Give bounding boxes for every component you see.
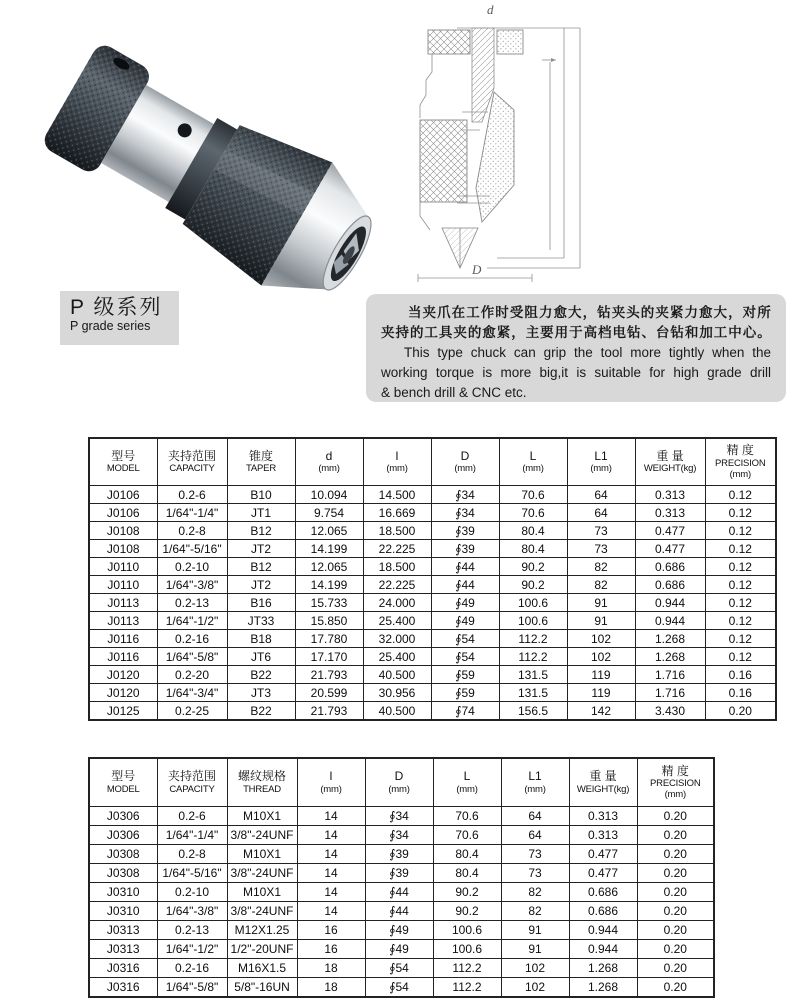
spec-cell: 131.5 (499, 666, 567, 684)
spec-cell: 131.5 (499, 684, 567, 702)
spec-cell: 32.000 (363, 630, 431, 648)
spec-cell: 0.2-25 (157, 702, 227, 721)
table-row (89, 630, 776, 648)
spec-cell: 14 (297, 807, 365, 826)
spec-cell: B22 (227, 666, 295, 684)
column-header: L (mm) (433, 758, 501, 807)
spec-cell: 16.669 (363, 504, 431, 522)
table-row (89, 826, 714, 845)
spec-cell: 0.12 (705, 576, 776, 594)
spec-cell: 0.686 (569, 883, 637, 902)
spec-cell: 5/8"-16UN (227, 978, 297, 998)
spec-cell: ∮39 (431, 540, 499, 558)
spec-cell: M10X1 (227, 807, 297, 826)
spec-cell: 90.2 (433, 883, 501, 902)
column-header: 精 度 PRECISION (mm) (705, 438, 776, 486)
spec-cell: M12X1.25 (227, 921, 297, 940)
spec-cell: 82 (567, 558, 635, 576)
technical-drawing (402, 0, 602, 292)
spec-cell: ∮49 (431, 594, 499, 612)
spec-cell: 102 (501, 978, 569, 998)
spec-cell: ∮39 (431, 522, 499, 540)
spec-cell: 0.686 (569, 902, 637, 921)
spec-cell: 64 (501, 826, 569, 845)
spec-cell: 73 (567, 522, 635, 540)
spec-cell: JT6 (227, 648, 295, 666)
column-header: L1 (mm) (501, 758, 569, 807)
spec-cell: ∮44 (431, 558, 499, 576)
spec-cell: ∮59 (431, 684, 499, 702)
spec-cell: J0310 (89, 883, 157, 902)
spec-cell: B16 (227, 594, 295, 612)
spec-cell: ∮39 (365, 864, 433, 883)
spec-cell: J0316 (89, 959, 157, 978)
spec-cell: JT3 (227, 684, 295, 702)
spec-cell: 0.313 (569, 826, 637, 845)
spec-cell: 64 (501, 807, 569, 826)
spec-table-thread (88, 757, 715, 998)
description-en-line: working torque is more big,it is suitable for high grade drill (381, 364, 771, 380)
spec-cell: 70.6 (499, 504, 567, 522)
spec-cell: J0106 (89, 486, 157, 504)
table-row (89, 921, 714, 940)
spec-cell: 102 (567, 648, 635, 666)
spec-cell: ∮34 (365, 826, 433, 845)
spec-cell: 15.850 (295, 612, 363, 630)
spec-cell: 156.5 (499, 702, 567, 721)
series-title-zh: P 级系列 (70, 296, 163, 319)
spec-cell: J0313 (89, 940, 157, 959)
spec-cell: J0310 (89, 902, 157, 921)
spec-cell: 91 (501, 940, 569, 959)
spec-cell: J0313 (89, 921, 157, 940)
spec-cell: 0.12 (705, 612, 776, 630)
spec-cell: 21.793 (295, 702, 363, 721)
spec-cell: 18 (297, 959, 365, 978)
spec-cell: 102 (501, 959, 569, 978)
table-row (89, 504, 776, 522)
table-row (89, 978, 714, 998)
spec-cell: J0116 (89, 630, 157, 648)
spec-cell: 112.2 (433, 959, 501, 978)
spec-cell: 0.12 (705, 594, 776, 612)
description-en-line: This type chuck can grip the tool more tightly when the (404, 344, 771, 360)
spec-cell: 14 (297, 902, 365, 921)
spec-cell: 90.2 (499, 558, 567, 576)
spec-cell: 1/64"-5/16" (157, 864, 227, 883)
spec-cell: 1/64"-5/8" (157, 978, 227, 998)
column-header: d (mm) (295, 438, 363, 486)
table-row (89, 684, 776, 702)
spec-cell: 0.20 (637, 978, 714, 998)
column-header: 夹持范围 CAPACITY (157, 758, 227, 807)
spec-cell: 0.12 (705, 558, 776, 576)
spec-cell: 14.199 (295, 576, 363, 594)
column-header: l (mm) (363, 438, 431, 486)
column-header: 精 度 PRECISION (mm) (637, 758, 714, 807)
spec-cell: 16 (297, 921, 365, 940)
spec-cell: 0.2-16 (157, 959, 227, 978)
spec-cell: 18 (297, 978, 365, 998)
spec-cell: B12 (227, 558, 295, 576)
spec-cell: 100.6 (499, 594, 567, 612)
table-header-row (89, 758, 714, 807)
spec-cell: 24.000 (363, 594, 431, 612)
spec-cell: 1/64"-5/16" (157, 540, 227, 558)
spec-cell: 70.6 (499, 486, 567, 504)
table-row (89, 864, 714, 883)
spec-cell: J0120 (89, 684, 157, 702)
spec-cell: 80.4 (499, 540, 567, 558)
spec-cell: 91 (501, 921, 569, 940)
description-box (366, 294, 786, 402)
spec-cell: 14 (297, 883, 365, 902)
spec-cell: 30.956 (363, 684, 431, 702)
table-row (89, 522, 776, 540)
table-row (89, 959, 714, 978)
spec-cell: 142 (567, 702, 635, 721)
spec-cell: 73 (567, 540, 635, 558)
spec-cell: 0.12 (705, 648, 776, 666)
spec-cell: 25.400 (363, 648, 431, 666)
spec-cell: 1.268 (635, 648, 705, 666)
spec-cell: 1/64"-3/8" (157, 902, 227, 921)
spec-cell: 0.16 (705, 684, 776, 702)
spec-cell: 0.313 (635, 504, 705, 522)
spec-cell: 1.268 (635, 630, 705, 648)
spec-cell: 0.313 (569, 807, 637, 826)
table-row (89, 576, 776, 594)
spec-cell: 40.500 (363, 666, 431, 684)
spec-cell: ∮74 (431, 702, 499, 721)
spec-cell: 1.268 (569, 959, 637, 978)
spec-cell: 0.2-6 (157, 807, 227, 826)
spec-cell: ∮34 (431, 486, 499, 504)
spec-cell: 18.500 (363, 522, 431, 540)
spec-cell: 0.20 (637, 921, 714, 940)
spec-cell: 100.6 (499, 612, 567, 630)
column-header: 夹持范围 CAPACITY (157, 438, 227, 486)
spec-cell: J0106 (89, 504, 157, 522)
spec-cell: B10 (227, 486, 295, 504)
spec-cell: 70.6 (433, 826, 501, 845)
spec-cell: 82 (567, 576, 635, 594)
spec-cell: 91 (567, 594, 635, 612)
spec-cell: J0308 (89, 845, 157, 864)
spec-cell: 0.20 (705, 702, 776, 721)
spec-cell: 80.4 (433, 864, 501, 883)
spec-cell: ∮34 (365, 807, 433, 826)
spec-cell: 25.400 (363, 612, 431, 630)
spec-cell: 82 (501, 883, 569, 902)
table-header-row (89, 438, 776, 486)
spec-table-taper (88, 437, 777, 721)
spec-cell: 0.12 (705, 486, 776, 504)
spec-cell: 22.225 (363, 576, 431, 594)
table-row (89, 648, 776, 666)
product-photo (20, 5, 380, 297)
spec-cell: 100.6 (433, 940, 501, 959)
spec-cell: B18 (227, 630, 295, 648)
spec-cell: 0.477 (569, 864, 637, 883)
spec-cell: J0308 (89, 864, 157, 883)
spec-cell: 90.2 (433, 902, 501, 921)
column-header: 锥度 TAPER (227, 438, 295, 486)
spec-cell: 1.268 (569, 978, 637, 998)
description-zh-line: 夹持的工具夹的愈紧，主要用于高档电钻、台钻和加工中心。 (381, 324, 771, 340)
spec-cell: JT2 (227, 540, 295, 558)
spec-cell: ∮44 (365, 902, 433, 921)
spec-cell: 80.4 (433, 845, 501, 864)
spec-cell: J0110 (89, 576, 157, 594)
spec-cell: 1/64"-3/4" (157, 684, 227, 702)
spec-cell: 12.065 (295, 558, 363, 576)
spec-cell: J0306 (89, 826, 157, 845)
spec-cell: J0110 (89, 558, 157, 576)
spec-cell: 0.2-6 (157, 486, 227, 504)
spec-cell: M10X1 (227, 883, 297, 902)
spec-cell: 0.2-10 (157, 558, 227, 576)
spec-cell: 64 (567, 486, 635, 504)
spec-cell: 3/8"-24UNF (227, 826, 297, 845)
spec-cell: 12.065 (295, 522, 363, 540)
column-header: L (mm) (499, 438, 567, 486)
spec-cell: 15.733 (295, 594, 363, 612)
spec-cell: 119 (567, 666, 635, 684)
spec-cell: 1/64"-1/2" (157, 612, 227, 630)
spec-cell: J0113 (89, 612, 157, 630)
spec-cell: B12 (227, 522, 295, 540)
spec-cell: 0.12 (705, 522, 776, 540)
spec-cell: B22 (227, 702, 295, 721)
spec-cell: 0.944 (635, 612, 705, 630)
spec-cell: 1/64"-3/8" (157, 576, 227, 594)
spec-cell: 90.2 (499, 576, 567, 594)
spec-cell: ∮39 (365, 845, 433, 864)
spec-cell: M16X1.5 (227, 959, 297, 978)
spec-cell: 1.716 (635, 666, 705, 684)
column-header: 重 量 WEIGHT(kg) (569, 758, 637, 807)
spec-cell: 14 (297, 864, 365, 883)
spec-cell: 0.20 (637, 807, 714, 826)
spec-cell: 0.944 (635, 594, 705, 612)
spec-cell: 1/64"-1/2" (157, 940, 227, 959)
table-row (89, 902, 714, 921)
spec-cell: 0.20 (637, 902, 714, 921)
spec-cell: 10.094 (295, 486, 363, 504)
spec-cell: 0.2-8 (157, 522, 227, 540)
spec-cell: 112.2 (433, 978, 501, 998)
spec-cell: 0.2-20 (157, 666, 227, 684)
spec-cell: 3/8"-24UNF (227, 864, 297, 883)
table-row (89, 594, 776, 612)
spec-cell: 0.2-8 (157, 845, 227, 864)
spec-cell: 0.20 (637, 864, 714, 883)
spec-cell: 80.4 (499, 522, 567, 540)
spec-cell: 0.477 (569, 845, 637, 864)
spec-cell: 40.500 (363, 702, 431, 721)
spec-cell: ∮54 (431, 648, 499, 666)
spec-cell: 0.12 (705, 504, 776, 522)
spec-cell: 0.20 (637, 845, 714, 864)
spec-cell: ∮34 (431, 504, 499, 522)
column-header: 螺纹规格 THREAD (227, 758, 297, 807)
spec-cell: 3.430 (635, 702, 705, 721)
spec-cell: J0116 (89, 648, 157, 666)
spec-cell: 3/8"-24UNF (227, 902, 297, 921)
column-header: 重 量 WEIGHT(kg) (635, 438, 705, 486)
column-header: 型号 MODEL (89, 758, 157, 807)
table-row (89, 540, 776, 558)
spec-cell: 22.225 (363, 540, 431, 558)
spec-cell: 100.6 (433, 921, 501, 940)
spec-cell: ∮49 (365, 921, 433, 940)
chuck-body (35, 32, 381, 297)
spec-cell: 0.686 (635, 576, 705, 594)
description-zh-line: 当夹爪在工作时受阻力愈大，钻夹头的夹紧力愈大，对所 (408, 305, 771, 320)
spec-cell: 0.477 (635, 540, 705, 558)
spec-cell: J0306 (89, 807, 157, 826)
spec-cell: M10X1 (227, 845, 297, 864)
spec-cell: J0125 (89, 702, 157, 721)
spec-cell: 112.2 (499, 630, 567, 648)
spec-cell: 1/2"-20UNF (227, 940, 297, 959)
column-header: L1 (mm) (567, 438, 635, 486)
spec-cell: 14.500 (363, 486, 431, 504)
spec-cell: JT1 (227, 504, 295, 522)
spec-cell: J0120 (89, 666, 157, 684)
spec-cell: 0.944 (569, 921, 637, 940)
column-header: 型号 MODEL (89, 438, 157, 486)
spec-cell: 0.12 (705, 540, 776, 558)
spec-cell: 73 (501, 845, 569, 864)
spec-cell: ∮59 (431, 666, 499, 684)
spec-cell: 73 (501, 864, 569, 883)
spec-cell: JT33 (227, 612, 295, 630)
series-label-box (60, 291, 179, 345)
spec-cell: 0.2-16 (157, 630, 227, 648)
spec-cell: 0.2-13 (157, 594, 227, 612)
spec-cell: ∮54 (365, 959, 433, 978)
spec-cell: 0.20 (637, 959, 714, 978)
spec-cell: 17.780 (295, 630, 363, 648)
diagram-label-d: d (487, 2, 494, 17)
spec-cell: 0.20 (637, 826, 714, 845)
description-en-line: & bench drill & CNC etc. (381, 384, 527, 400)
spec-cell: 14 (297, 845, 365, 864)
spec-cell: 21.793 (295, 666, 363, 684)
series-title-en: P grade series (70, 319, 151, 334)
column-header: D (mm) (431, 438, 499, 486)
table-row (89, 666, 776, 684)
spec-cell: 9.754 (295, 504, 363, 522)
spec-cell: 17.170 (295, 648, 363, 666)
spec-cell: 0.944 (569, 940, 637, 959)
table-row (89, 845, 714, 864)
spec-cell: J0113 (89, 594, 157, 612)
table-row (89, 807, 714, 826)
spec-cell: J0316 (89, 978, 157, 998)
spec-cell: 0.20 (637, 883, 714, 902)
table-row (89, 612, 776, 630)
spec-cell: 112.2 (499, 648, 567, 666)
spec-cell: ∮44 (431, 576, 499, 594)
spec-cell: 1/64"-5/8" (157, 648, 227, 666)
spec-cell: 102 (567, 630, 635, 648)
table-row (89, 940, 714, 959)
spec-cell: 0.2-13 (157, 921, 227, 940)
table-row (89, 702, 776, 721)
spec-cell: 1/64"-1/4" (157, 504, 227, 522)
column-header: D (mm) (365, 758, 433, 807)
spec-cell: 0.12 (705, 630, 776, 648)
spec-cell: 0.686 (635, 558, 705, 576)
spec-cell: 1/64"-1/4" (157, 826, 227, 845)
spec-cell: ∮49 (365, 940, 433, 959)
spec-cell: 20.599 (295, 684, 363, 702)
spec-cell: ∮44 (365, 883, 433, 902)
table-row (89, 883, 714, 902)
spec-cell: 18.500 (363, 558, 431, 576)
spec-cell: ∮54 (365, 978, 433, 998)
spec-cell: 91 (567, 612, 635, 630)
spec-cell: 14.199 (295, 540, 363, 558)
spec-cell: 1.716 (635, 684, 705, 702)
spec-cell: ∮54 (431, 630, 499, 648)
spec-cell: 119 (567, 684, 635, 702)
spec-cell: 14 (297, 826, 365, 845)
spec-cell: 0.20 (637, 940, 714, 959)
spec-cell: 0.313 (635, 486, 705, 504)
spec-cell: J0108 (89, 540, 157, 558)
spec-cell: 0.16 (705, 666, 776, 684)
diagram-label-D: D (472, 262, 482, 277)
column-header: l (mm) (297, 758, 365, 807)
spec-cell: ∮49 (431, 612, 499, 630)
spec-cell: 16 (297, 940, 365, 959)
spec-cell: 0.477 (635, 522, 705, 540)
spec-cell: 82 (501, 902, 569, 921)
table-row (89, 486, 776, 504)
spec-cell: J0108 (89, 522, 157, 540)
table-row (89, 558, 776, 576)
spec-cell: 0.2-10 (157, 883, 227, 902)
spec-cell: JT2 (227, 576, 295, 594)
spec-cell: 64 (567, 504, 635, 522)
spec-cell: 70.6 (433, 807, 501, 826)
